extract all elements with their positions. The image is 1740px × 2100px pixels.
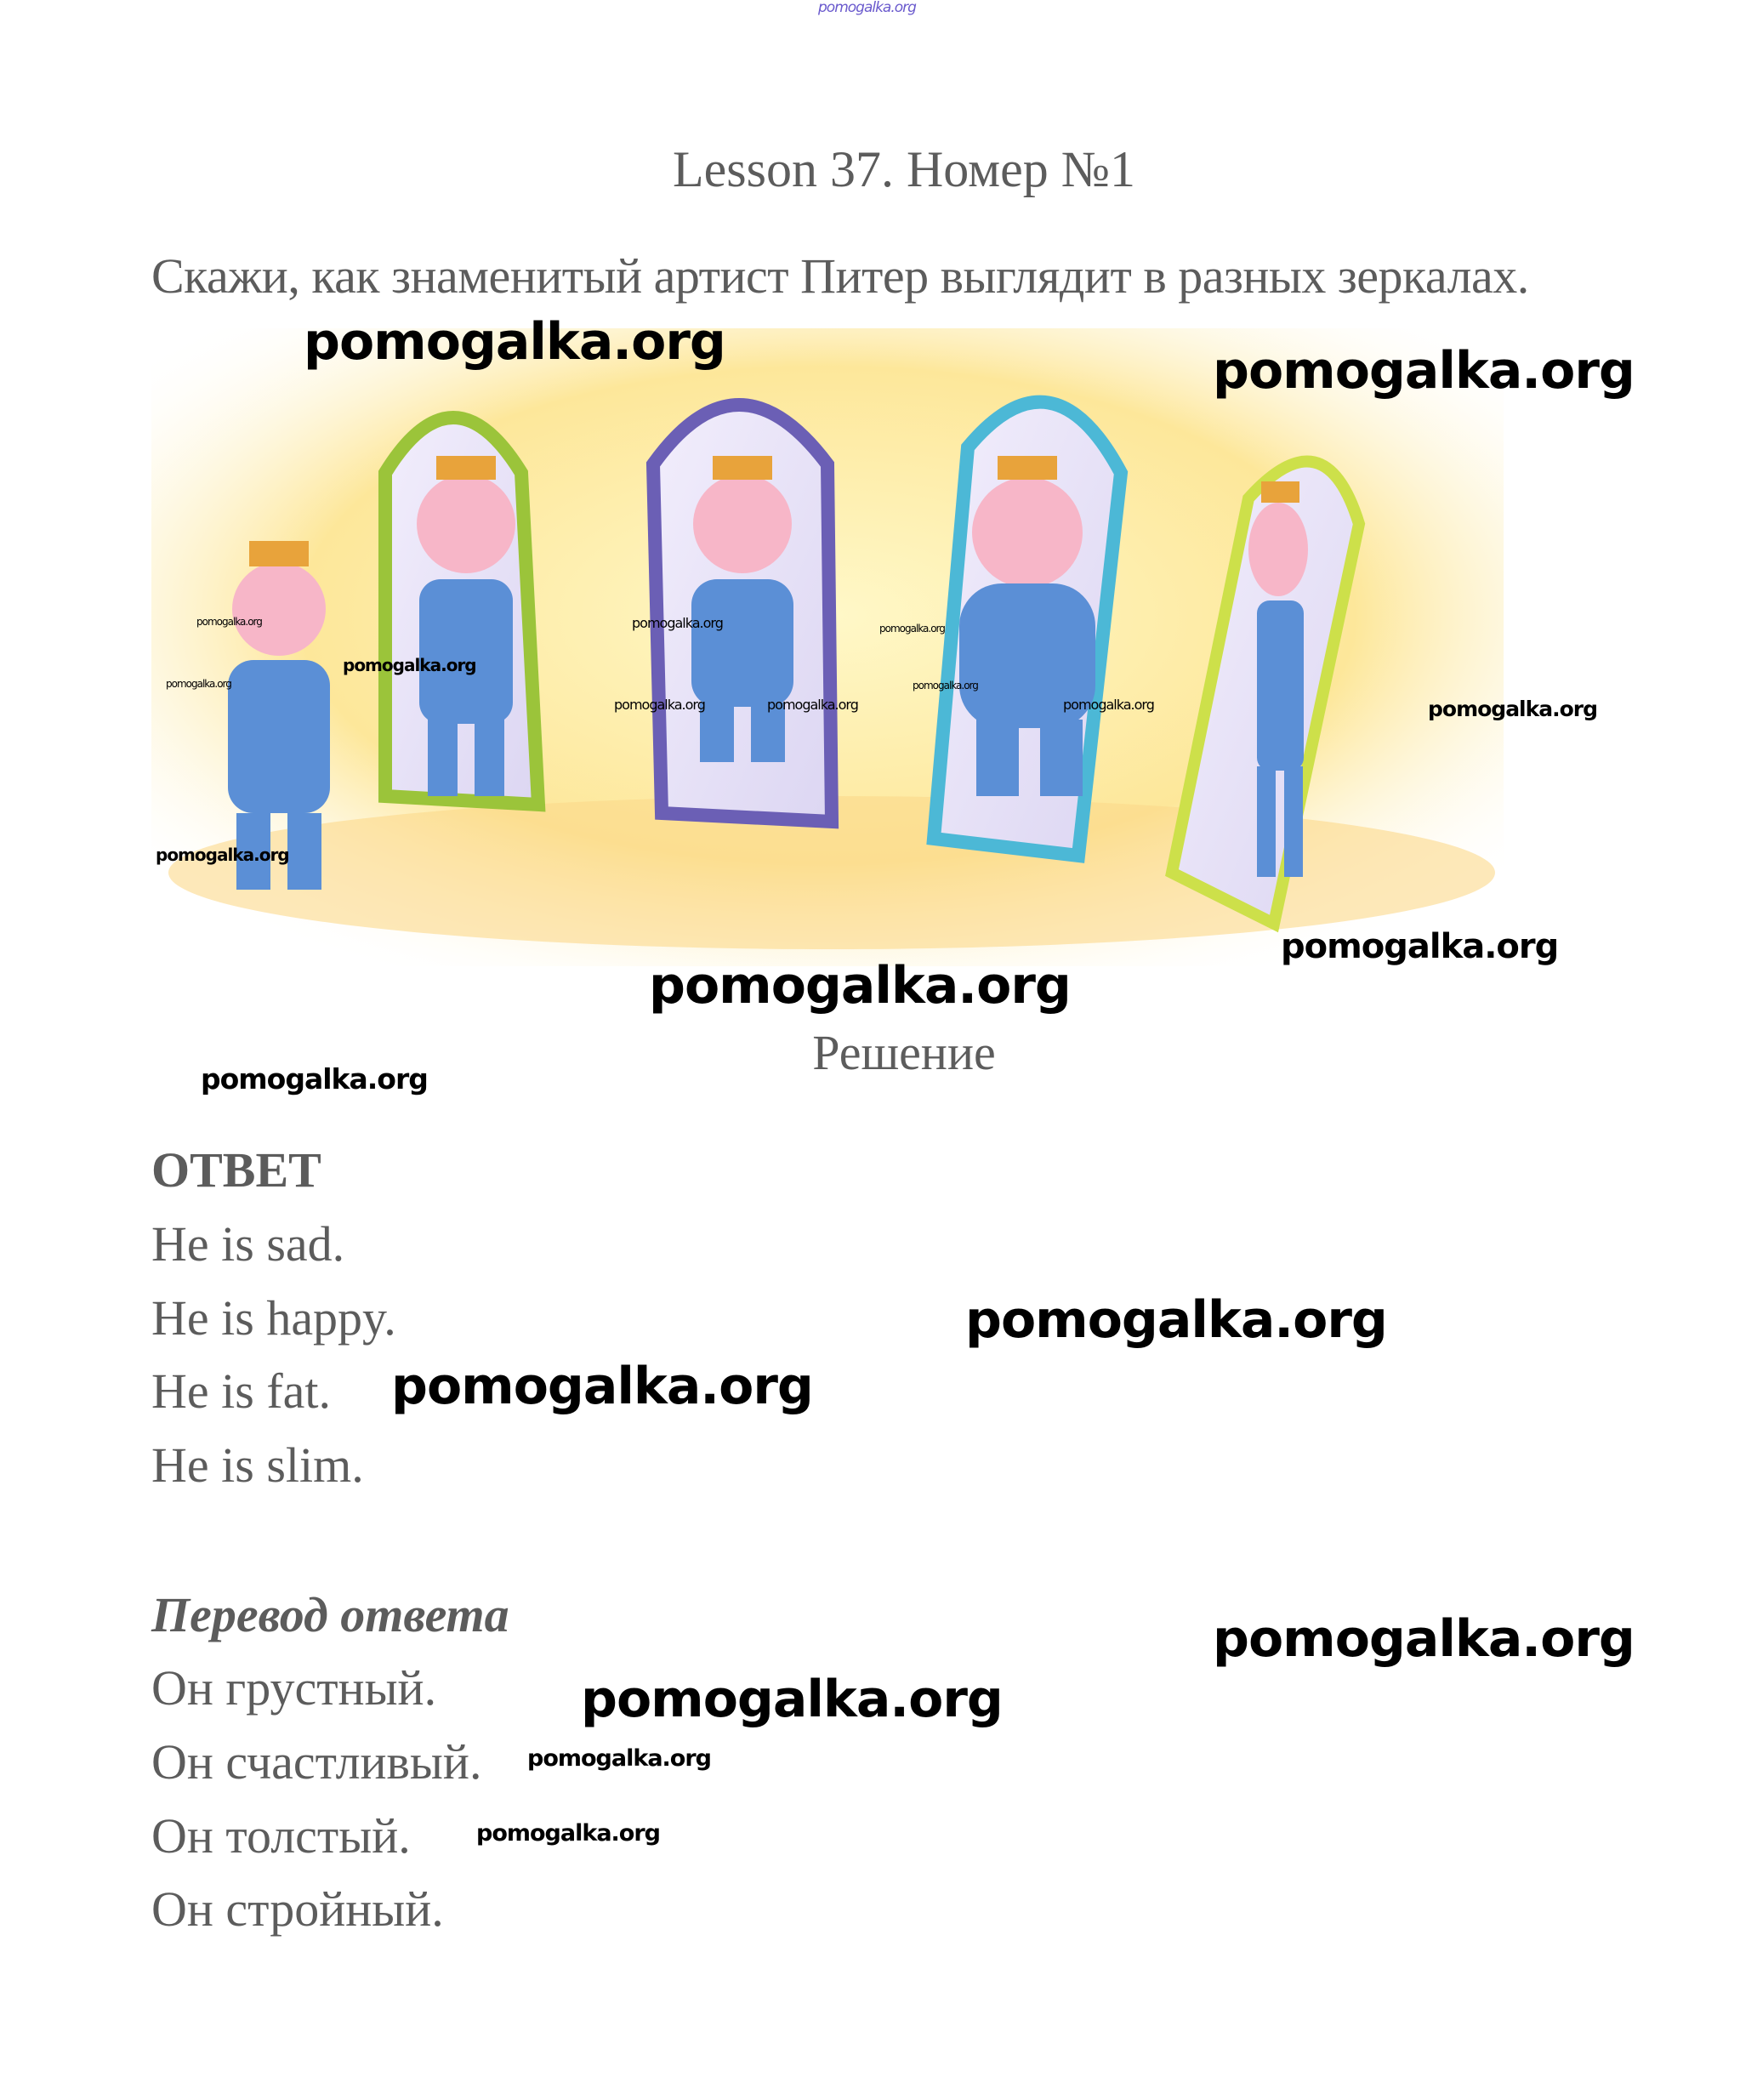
illustration-pig-mirrors bbox=[151, 328, 1504, 966]
watermark: pomogalka.org bbox=[649, 956, 1071, 1016]
watermark: pomogalka.org bbox=[196, 616, 262, 628]
watermark: pomogalka.org bbox=[965, 1290, 1387, 1350]
watermark: pomogalka.org bbox=[476, 1820, 660, 1847]
watermark: pomogalka.org bbox=[614, 697, 705, 713]
watermark: pomogalka.org bbox=[304, 312, 725, 372]
watermark: pomogalka.org bbox=[879, 623, 945, 635]
watermark: pomogalka.org bbox=[156, 845, 289, 865]
translation-line: Он счастливый. bbox=[151, 1734, 482, 1790]
watermark: pomogalka.org bbox=[1281, 927, 1559, 966]
watermark: pomogalka.org bbox=[1213, 1609, 1635, 1669]
watermark: pomogalka.org bbox=[166, 678, 231, 690]
translation-line: Он стройный. bbox=[151, 1881, 444, 1937]
answer-heading: ОТВЕТ bbox=[151, 1142, 321, 1198]
translation-line: Он грустный. bbox=[151, 1660, 437, 1716]
translation-line: Он толстый. bbox=[151, 1808, 411, 1864]
answer-line: He is sad. bbox=[151, 1216, 345, 1272]
watermark-top: pomogalka.org bbox=[818, 0, 916, 16]
watermark: pomogalka.org bbox=[201, 1062, 428, 1096]
watermark: pomogalka.org bbox=[527, 1745, 711, 1772]
watermark: pomogalka.org bbox=[391, 1357, 813, 1416]
answer-line: He is slim. bbox=[151, 1437, 364, 1493]
task-instruction: Скажи, как знаменитый артист Питер выглядит в разных зеркалах. bbox=[151, 248, 1529, 304]
watermark: pomogalka.org bbox=[1063, 697, 1154, 713]
watermark: pomogalka.org bbox=[581, 1670, 1003, 1729]
watermark: pomogalka.org bbox=[1428, 697, 1598, 721]
answer-line: He is happy. bbox=[151, 1290, 396, 1346]
translation-heading: Перевод ответа bbox=[151, 1587, 509, 1642]
page-title: Lesson 37. Номер №1 bbox=[672, 141, 1135, 197]
watermark: pomogalka.org bbox=[913, 680, 978, 691]
answer-line: He is fat. bbox=[151, 1363, 331, 1419]
watermark: pomogalka.org bbox=[767, 697, 858, 713]
solution-label: Решение bbox=[812, 1025, 996, 1080]
watermark: pomogalka.org bbox=[343, 655, 476, 675]
watermark: pomogalka.org bbox=[632, 615, 723, 631]
watermark: pomogalka.org bbox=[1213, 341, 1635, 401]
